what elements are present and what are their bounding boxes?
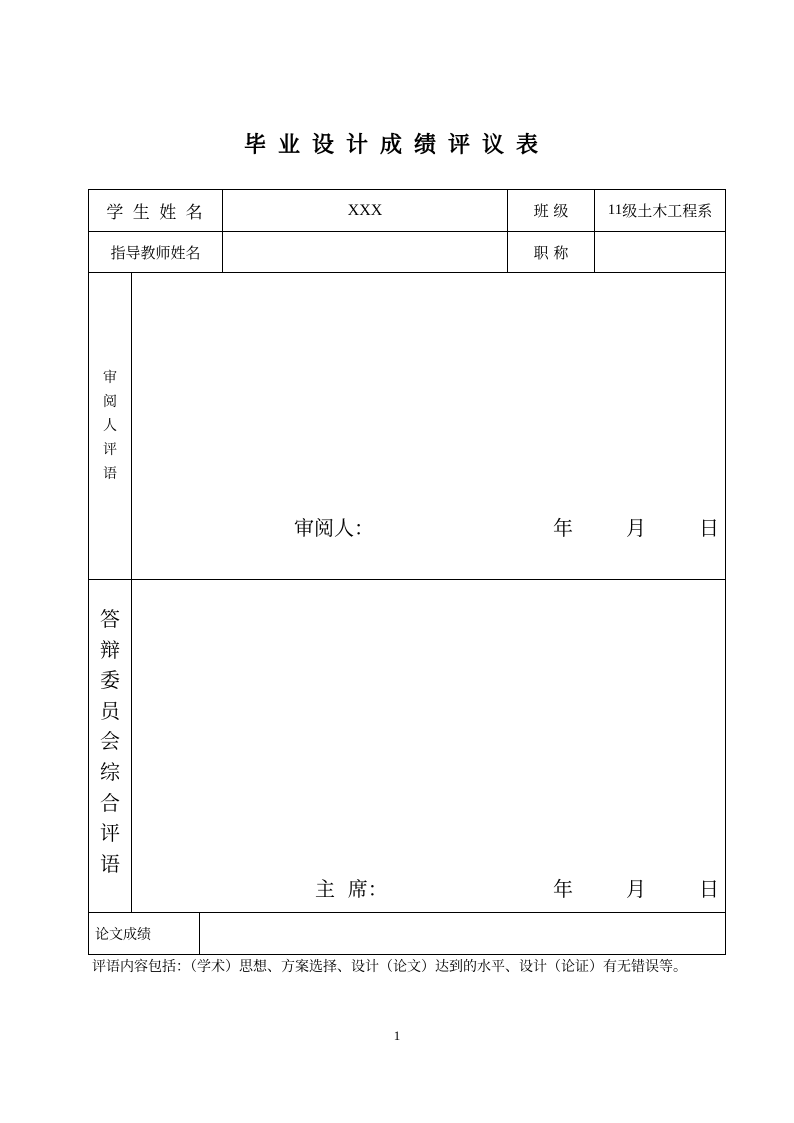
chair-signature-label: 主 席： (315, 877, 388, 901)
table-border-right (725, 189, 726, 955)
review-year-label: 年 (553, 516, 573, 540)
committee-comments-area[interactable] (132, 580, 725, 912)
committee-label-char: 辩 (100, 637, 120, 662)
review-label-char: 阅 (103, 394, 117, 410)
review-day-label: 日 (699, 516, 719, 540)
advisor-name-field[interactable] (223, 232, 507, 272)
academic-title-field[interactable] (595, 232, 725, 272)
committee-label-char: 会 (100, 729, 120, 754)
committee-month-label: 月 (626, 877, 646, 901)
class-value (595, 190, 725, 231)
evaluation-note: 评语内容包括：（学术）思想、方案选择、设计（论文）达到的水平、设计（论证）有无错误等。 (92, 959, 687, 975)
class-value-text: 级土木工程系 (622, 202, 713, 220)
committee-label-char: 语 (100, 851, 120, 876)
committee-label-char: 答 (100, 607, 120, 631)
class-value-number: 11 (607, 202, 623, 218)
review-month-label: 月 (626, 516, 646, 540)
page-number: 1 (393, 1028, 401, 1043)
academic-title-label: 职 称 (533, 243, 569, 262)
table-border-bottom (88, 954, 726, 955)
committee-label-char: 员 (100, 698, 120, 723)
review-label-char: 审 (103, 370, 117, 386)
student-name-value: XXX (347, 201, 383, 219)
advisor-name-label: 指导教师姓名 (110, 243, 201, 262)
committee-day-label: 日 (699, 877, 719, 901)
committee-label-char: 合 (100, 790, 120, 815)
committee-label-char: 委 (100, 668, 120, 693)
thesis-grade-field[interactable] (200, 913, 725, 954)
thesis-grade-label: 论文成绩 (95, 926, 151, 943)
reviewer-signature-label: 审阅人： (294, 516, 374, 540)
committee-label-char: 综 (100, 759, 120, 784)
review-label-char: 语 (103, 466, 117, 482)
review-comments-label (88, 366, 132, 486)
committee-label-char: 评 (100, 821, 120, 846)
review-label-char: 人 (103, 418, 117, 434)
document-title: 毕业设计成绩评议表 (243, 133, 550, 158)
class-label: 班 级 (533, 202, 569, 220)
review-label-char: 评 (103, 442, 117, 458)
student-name-label: 学 生 姓 名 (106, 203, 205, 223)
committee-year-label: 年 (553, 877, 573, 901)
committee-comments-label (88, 604, 132, 879)
